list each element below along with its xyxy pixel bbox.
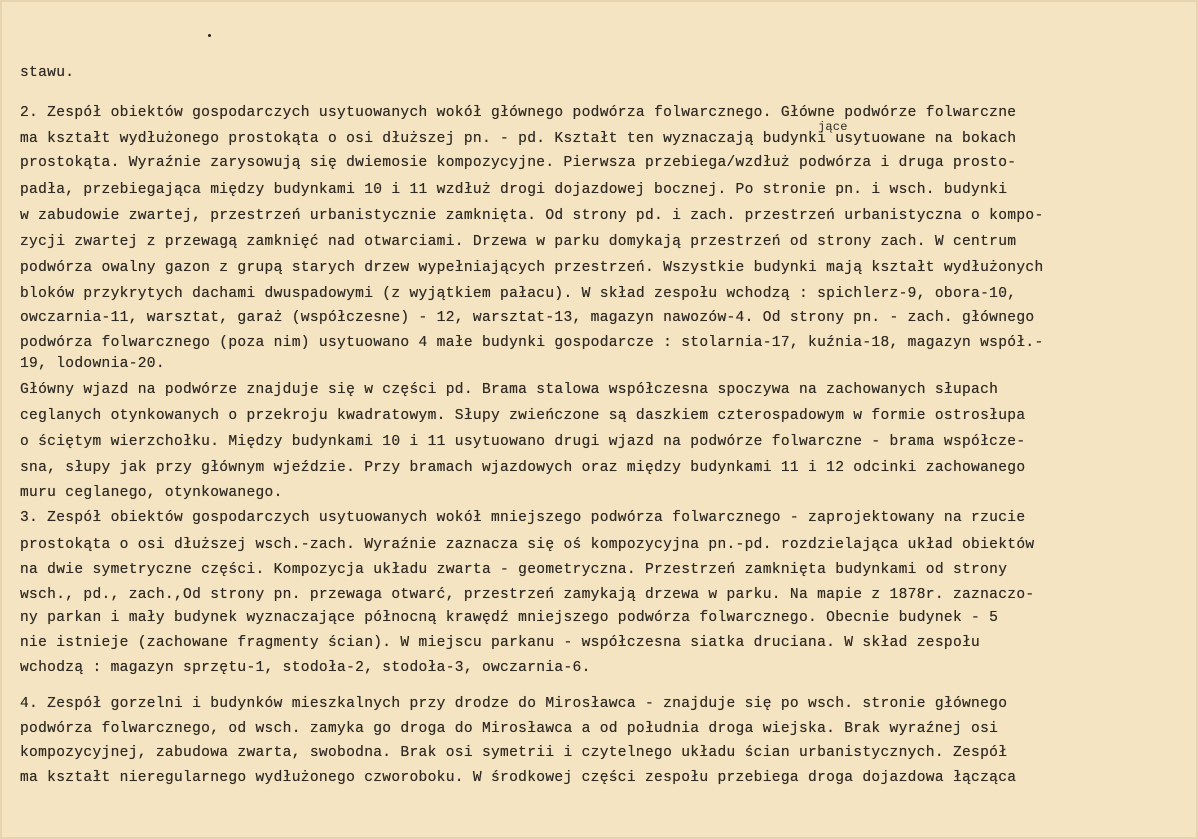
text-line: zycji zwartej z przewagą zamknięć nad otwarciami. Drzewa w parku domykają przestrzeń od strony zach. W centrum (20, 234, 1017, 250)
text-line: stawu. (20, 65, 75, 81)
text-line: 3. Zespół obiektów gospodarczych usytuowanych wokół mniejszego podwórza folwarcznego - zaprojektowany na rzucie (20, 510, 1026, 526)
text-line: prostokąta o osi dłuższej wsch.-zach. Wyraźnie zaznacza się oś kompozycyjna pn.-pd. rozdzielająca układ obiektów (20, 537, 1035, 553)
text-line: na dwie symetryczne części. Kompozycja układu zwarta - geometryczna. Przestrzeń zamknięta budynkami od strony (20, 562, 1008, 578)
text-line: ma kształt nieregularnego wydłużonego czworoboku. W środkowej części zespołu przebiega droga dojazdowa łącząca (20, 770, 1017, 786)
text-line: sna, słupy jak przy głównym wjeździe. Przy bramach wjazdowych oraz między budynkami 11 i 12 odcinki zachowanego (20, 460, 1026, 476)
text-line: 4. Zespół gorzelni i budynków mieszkalnych przy drodze do Mirosławca - znajduje się po wsch. stronie głównego (20, 696, 1008, 712)
text-line: bloków przykrytych dachami dwuspadowymi (z wyjątkiem pałacu). W skład zespołu wchodzą : spichlerz-9, obora-10, (20, 286, 1017, 302)
handwritten-insertion: jące (818, 120, 848, 134)
text-line: muru ceglanego, otynkowanego. (20, 485, 283, 501)
text-line: podwórza folwarcznego, od wsch. zamyka go droga do Mirosławca a od południa droga wiejska. Brak wyraźnej osi (20, 721, 999, 737)
text-line: w zabudowie zwartej, przestrzeń urbanistycznie zamknięta. Od strony pd. i zach. przestrzeń urbanistyczna o kompo- (20, 208, 1044, 224)
text-line: ceglanych otynkowanych o przekroju kwadratowym. Słupy zwieńczone są daszkiem czterospadowym w formie ostrosłupa (20, 408, 1026, 424)
text-line: podwórza folwarcznego (poza nim) usytuowano 4 małe budynki gospodarcze : stolarnia-17, kuźnia-18, magazyn współ.- (20, 335, 1044, 351)
text-line: ny parkan i mały budynek wyznaczające północną krawędź mniejszego podwórza folwarcznego. Obecnie budynek - 5 (20, 610, 999, 626)
text-line: podwórza owalny gazon z grupą starych drzew wypełniających przestrzeń. Wszystkie budynki mają kształt wydłużonych (20, 260, 1044, 276)
text-line: owczarnia-11, warsztat, garaż (współczesne) - 12, warsztat-13, magazyn nawozów-4. Od strony pn. - zach. głównego (20, 310, 1035, 326)
ink-dot (208, 34, 211, 37)
text-line: prostokąta. Wyraźnie zarysowują się dwiemosie kompozycyjne. Pierwsza przebiega/wzdłuż podwórza i druga prosto- (20, 155, 1017, 171)
text-line: o ściętym wierzchołku. Między budynkami 10 i 11 usytuowano drugi wjazd na podwórze folwarczne - brama współcze- (20, 434, 1026, 450)
text-line: 19, lodownia-20. (20, 356, 165, 372)
text-line: kompozycyjnej, zabudowa zwarta, swobodna. Brak osi symetrii i czytelnego układu ścian urbanistycznych. Zespół (20, 745, 1008, 761)
text-line: wchodzą : magazyn sprzętu-1, stodoła-2, stodoła-3, owczarnia-6. (20, 660, 591, 676)
text-line: Główny wjazd na podwórze znajduje się w części pd. Brama stalowa współczesna spoczywa na zachowanych słupach (20, 382, 999, 398)
text-line: ma kształt wydłużonego prostokąta o osi dłuższej pn. - pd. Kształt ten wyznaczają budynki usytuowane na bokach (20, 131, 1017, 147)
text-line: 2. Zespół obiektów gospodarczych usytuowanych wokół głównego podwórza folwarcznego. Główne podwórze folwarczne (20, 105, 1017, 121)
text-line: wsch., pd., zach.,Od strony pn. przewaga otwarć, przestrzeń zamykają drzewa w parku. Na mapie z 1878r. zaznaczo- (20, 587, 1035, 603)
text-line: padła, przebiegająca między budynkami 10 i 11 wzdłuż drogi dojazdowej bocznej. Po stronie pn. i wsch. budynki (20, 182, 1008, 198)
text-line: nie istnieje (zachowane fragmenty ścian). W miejscu parkanu - współczesna siatka druciana. W skład zespołu (20, 635, 981, 651)
